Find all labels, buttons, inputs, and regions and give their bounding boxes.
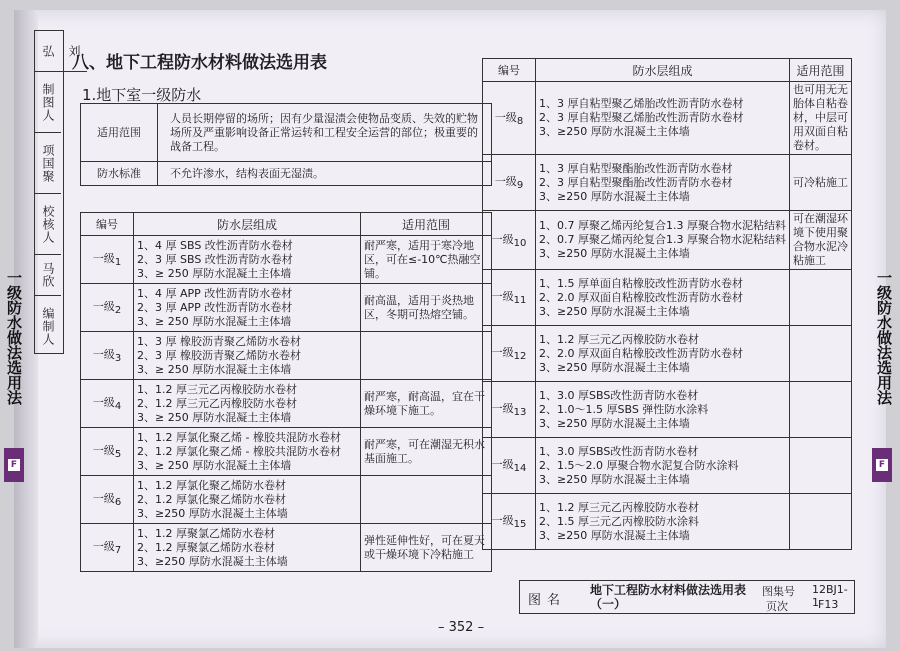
side-label-left: 一级防水做法选用法 xyxy=(5,270,23,405)
layer-line: 1、1.2 厚三元乙丙橡胶防水卷材 xyxy=(539,332,699,346)
layer-line: 2、1.5～2.0 厚聚合物水泥复合防水涂料 xyxy=(539,458,739,472)
row-code: 一级$_1$ xyxy=(81,236,134,284)
row-code: 一级$_9$ xyxy=(483,155,536,211)
row-scope: 耐严寒，可在潮湿无积水基面施工。 xyxy=(361,428,492,476)
layer-line: 3、≥ 250 厚防水混凝土主体墙 xyxy=(137,410,292,424)
row-layers xyxy=(134,332,361,380)
signature-entry: 校核人 xyxy=(35,194,61,255)
layer-line: 1、0.7 厚聚乙烯丙纶复合1.3 厚聚合物水泥粘结料 xyxy=(539,219,786,232)
signature-entry: 刘 弘 xyxy=(35,31,87,72)
title-block xyxy=(519,580,855,614)
row-scope: 也可用无无胎体自粘卷材，中层可用双面自粘卷材。 xyxy=(789,82,851,155)
row-layers xyxy=(536,270,790,326)
layer-line: 2、1.2 厚三元乙丙橡胶防水卷材 xyxy=(137,396,297,410)
row-code: 一级$_{11}$ xyxy=(483,270,536,326)
signature-entry: 编制人 xyxy=(41,306,55,346)
layer-line: 3、≥250 厚防水混凝土主体墙 xyxy=(539,247,690,260)
right-materials-table xyxy=(482,58,852,550)
layer-line: 3、≥ 250 厚防水混凝土主体墙 xyxy=(137,362,292,376)
info-table xyxy=(80,103,492,186)
row-layers xyxy=(134,236,361,284)
drawing-title: 地下工程防水材料做法选用表（一） xyxy=(590,583,747,611)
layer-line: 2、2.0 厚双面自粘橡胶改性沥青防水卷材 xyxy=(539,346,743,360)
layer-line: 2、3 厚自粘型聚乙烯胎改性沥青防水卷材 xyxy=(539,111,744,124)
page-title: 八、地下工程防水材料做法选用表 xyxy=(72,53,327,73)
table-row xyxy=(81,332,492,380)
row-scope: 耐严寒，耐高温，宜在干燥环境下施工。 xyxy=(361,380,492,428)
table-row xyxy=(81,236,492,284)
layer-line: 3、≥250 厚防水混凝土主体墙 xyxy=(137,554,288,568)
row-layers xyxy=(134,476,361,524)
row-code: 一级$_3$ xyxy=(81,332,134,380)
layer-line: 3、≥250 厚防水混凝土主体墙 xyxy=(137,506,288,520)
table-row xyxy=(483,382,852,438)
table-row xyxy=(81,380,492,428)
layer-line: 1、1.2 厚氯化聚乙烯 - 橡胶共混防水卷材 xyxy=(137,430,341,444)
layer-line: 1、4 厚 SBS 改性沥青防水卷材 xyxy=(137,238,293,252)
layer-line: 1、3 厚 橡胶沥青聚乙烯防水卷材 xyxy=(137,334,301,348)
layer-line: 3、≥250 厚防水混凝土主体墙 xyxy=(539,360,690,374)
row-code: 一级$_7$ xyxy=(81,524,134,572)
layer-line: 3、≥250 厚防水混凝土主体墙 xyxy=(539,416,690,430)
layer-line: 1、3 厚自粘型聚酯胎改性沥青防水卷材 xyxy=(539,161,733,175)
page-number: – 352 – xyxy=(438,620,485,635)
layer-line: 2、1.2 厚氯化聚乙烯 - 橡胶共混防水卷材 xyxy=(137,444,341,458)
header-scope: 适用范围 xyxy=(789,59,851,82)
layer-line: 2、3 厚自粘型聚酯胎改性沥青防水卷材 xyxy=(539,175,733,189)
table-row xyxy=(483,270,852,326)
row-code: 一级$_{15}$ xyxy=(483,494,536,550)
row-scope xyxy=(789,382,851,438)
layer-line: 1、1.2 厚氯化聚乙烯防水卷材 xyxy=(137,478,286,492)
header-layers: 防水层组成 xyxy=(536,59,790,82)
table-row xyxy=(483,82,852,155)
header-scope: 适用范围 xyxy=(361,213,492,236)
row-layers xyxy=(134,524,361,572)
layer-line: 1、1.5 厚单面自粘橡胶改性沥青防水卷材 xyxy=(539,276,743,290)
atlas-value: 12BJ1-1 xyxy=(812,583,848,609)
layer-line: 2、1.2 厚氯化聚乙烯防水卷材 xyxy=(137,492,286,506)
atlas-label: 图集号 xyxy=(762,585,795,598)
layer-line: 2、1.5 厚三元乙丙橡胶防水涂料 xyxy=(539,514,699,528)
section-tab-left: F xyxy=(4,448,24,482)
layer-line: 1、4 厚 APP 改性沥青防水卷材 xyxy=(137,286,293,300)
layer-line: 3、≥250 厚防水混凝土主体墙 xyxy=(539,189,690,203)
signature-entry: 马欣 xyxy=(35,255,61,296)
table-row xyxy=(81,284,492,332)
row-layers xyxy=(536,494,790,550)
layer-line: 2、2.0 厚双面自粘橡胶改性沥青防水卷材 xyxy=(539,290,743,304)
layer-line: 1、3.0 厚SBS改性沥青防水卷材 xyxy=(539,388,699,402)
layer-line: 2、0.7 厚聚乙烯丙纶复合1.3 厚聚合物水泥粘结料 xyxy=(539,233,786,246)
side-label-right: 一级防水做法选用法 xyxy=(875,270,893,405)
row-code: 一级$_5$ xyxy=(81,428,134,476)
row-scope: 弹性延伸性好，可在夏天或干燥环境下冷粘施工 xyxy=(361,524,492,572)
signature-entry: 项国聚 xyxy=(35,133,61,194)
drawing-name-label: 图名 xyxy=(528,593,567,608)
row-code: 一级$_6$ xyxy=(81,476,134,524)
row-layers xyxy=(134,428,361,476)
header-code: 编号 xyxy=(483,59,536,82)
layer-line: 1、3 厚自粘型聚乙烯胎改性沥青防水卷材 xyxy=(539,97,744,110)
table-row xyxy=(483,438,852,494)
table-row xyxy=(81,476,492,524)
section-subtitle: 1.地下室一级防水 xyxy=(82,86,202,104)
row-layers xyxy=(134,380,361,428)
layer-line: 3、≥250 厚防水混凝土主体墙 xyxy=(539,528,690,542)
layer-line: 2、3 厚 SBS 改性沥青防水卷材 xyxy=(137,252,293,266)
standard-label: 防水标准 xyxy=(81,162,158,186)
row-layers xyxy=(536,326,790,382)
layer-line: 3、≥ 250 厚防水混凝土主体墙 xyxy=(137,314,292,328)
layer-line: 3、≥250 厚防水混凝土主体墙 xyxy=(539,125,690,138)
table-row xyxy=(483,326,852,382)
scope-text: 人员长期停留的场所；因有少量湿渍会使物品变质、失效的贮物场所及严重影响设备正常运转和工程安全运营的部位；极重要的战备工程。 xyxy=(158,104,492,162)
row-scope: 可在潮湿环境下使用聚合物水泥冷粘施工 xyxy=(789,211,851,270)
table-row xyxy=(483,211,852,270)
layer-line: 1、1.2 厚三元乙丙橡胶防水卷材 xyxy=(539,500,699,514)
row-code: 一级$_4$ xyxy=(81,380,134,428)
table-row xyxy=(81,524,492,572)
table-row xyxy=(81,428,492,476)
left-materials-table xyxy=(80,212,492,572)
row-layers xyxy=(536,438,790,494)
row-layers xyxy=(536,382,790,438)
row-scope xyxy=(361,332,492,380)
layer-line: 2、3 厚 APP 改性沥青防水卷材 xyxy=(137,300,293,314)
row-code: 一级$_{12}$ xyxy=(483,326,536,382)
row-layers xyxy=(536,82,790,155)
layer-line: 3、≥250 厚防水混凝土主体墙 xyxy=(539,472,690,486)
layer-line: 2、1.0～1.5 厚SBS 弹性防水涂料 xyxy=(539,402,709,416)
row-scope: 可冷粘施工 xyxy=(789,155,851,211)
row-scope xyxy=(361,476,492,524)
section-tab-right: F xyxy=(872,448,892,482)
scope-label: 适用范围 xyxy=(81,104,158,162)
layer-line: 1、1.2 厚聚氯乙烯防水卷材 xyxy=(137,526,275,540)
layer-line: 2、1.2 厚聚氯乙烯防水卷材 xyxy=(137,540,275,554)
row-code: 一级$_8$ xyxy=(483,82,536,155)
page-value: F13 xyxy=(818,598,839,611)
layer-line: 1、1.2 厚三元乙丙橡胶防水卷材 xyxy=(137,382,297,396)
row-scope xyxy=(789,270,851,326)
layer-line: 3、≥ 250 厚防水混凝土主体墙 xyxy=(137,266,292,280)
row-layers xyxy=(536,211,790,270)
table-row xyxy=(483,494,852,550)
signature-entry: 制图人 xyxy=(35,72,61,133)
header-code: 编号 xyxy=(81,213,134,236)
row-code: 一级$_2$ xyxy=(81,284,134,332)
layer-line: 3、≥ 250 厚防水混凝土主体墙 xyxy=(137,458,292,472)
layer-line: 3、≥250 厚防水混凝土主体墙 xyxy=(539,304,690,318)
row-scope: 耐高温，适用于炎热地区，冬期可热熔空铺。 xyxy=(361,284,492,332)
row-scope xyxy=(789,494,851,550)
row-layers xyxy=(134,284,361,332)
layer-line: 2、3 厚 橡胶沥青聚乙烯防水卷材 xyxy=(137,348,301,362)
layer-line: 1、3.0 厚SBS改性沥青防水卷材 xyxy=(539,444,699,458)
row-code: 一级$_{10}$ xyxy=(483,211,536,270)
header-layers: 防水层组成 xyxy=(134,213,361,236)
row-scope: 耐严寒，适用于寒冷地区，可在≤-10℃热融空铺。 xyxy=(361,236,492,284)
row-layers xyxy=(536,155,790,211)
signature-block xyxy=(34,30,81,354)
row-scope xyxy=(789,438,851,494)
standard-text: 不允许渗水，结构表面无湿渍。 xyxy=(158,162,492,186)
page-label: 页次 xyxy=(766,600,788,613)
row-scope xyxy=(789,326,851,382)
row-code: 一级$_{14}$ xyxy=(483,438,536,494)
row-code: 一级$_{13}$ xyxy=(483,382,536,438)
table-row xyxy=(483,155,852,211)
